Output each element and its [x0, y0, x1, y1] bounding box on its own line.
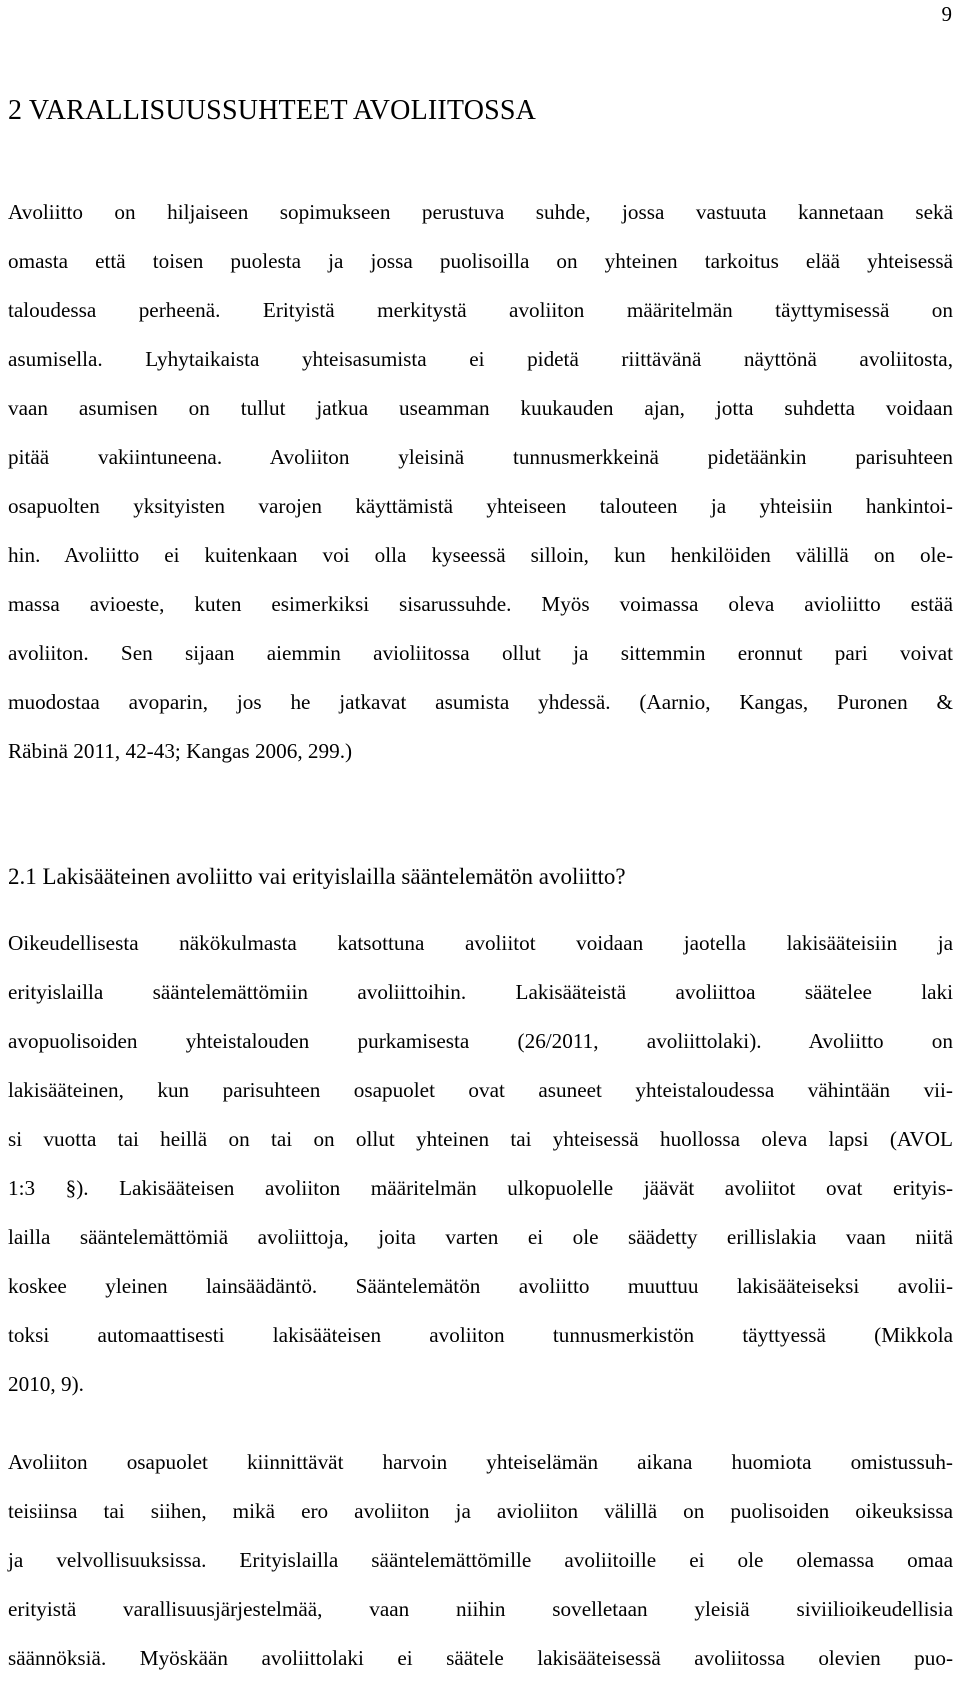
- text-line: säännöksiä. Myöskään avoliittolaki ei säätele lakisääteisessä avoliitossa olevien puo-: [8, 1646, 953, 1670]
- text-line: lakisääteinen, kun parisuhteen osapuolet ovat asuneet yhteistaloudessa vähintään vii-: [8, 1078, 953, 1102]
- paragraph-1: [8, 188, 953, 776]
- text-line: vaan asumisen on tullut jatkua useamman kuukauden ajan, jotta suhdetta voidaan: [8, 396, 953, 420]
- text-line: hin. Avoliitto ei kuitenkaan voi olla kyseessä silloin, kun henkilöiden välillä on ole-: [8, 543, 953, 567]
- section-heading: 2.1 Lakisääteinen avoliitto vai erityislailla sääntelemätön avoliitto?: [8, 864, 626, 889]
- text-line: 1:3 §). Lakisääteisen avoliiton määritelmän ulkopuolelle jäävät avoliitot ovat erityis-: [8, 1176, 953, 1200]
- text-line: koskee yleinen lainsäädäntö. Sääntelemätön avoliitto muuttuu lakisääteiseksi avolii-: [8, 1274, 953, 1298]
- text-line: si vuotta tai heillä on tai on ollut yhteinen tai yhteisessä huollossa oleva lapsi (AVOL: [8, 1127, 953, 1151]
- text-line: Oikeudellisesta näkökulmasta katsottuna avoliitot voidaan jaotella lakisääteisiin ja: [8, 931, 953, 955]
- text-line: Räbinä 2011, 42-43; Kangas 2006, 299.): [8, 739, 353, 763]
- text-line: asumisella. Lyhytaikaista yhteisasumista ei pidetä riittävänä näyttönä avoliitosta,: [8, 347, 953, 371]
- text-line: erityislailla sääntelemättömiin avoliittoihin. Lakisääteistä avoliittoa säätelee laki: [8, 980, 953, 1004]
- text-line: taloudessa perheenä. Erityistä merkitystä avoliiton määritelmän täyttymisessä on: [8, 298, 953, 322]
- chapter-heading: 2 VARALLISUUSSUHTEET AVOLIITOSSA: [8, 95, 537, 126]
- text-line: ja velvollisuuksissa. Erityislailla sääntelemättömille avoliitoille ei ole olemassa omaa: [8, 1548, 953, 1572]
- paragraph-2: [8, 919, 953, 1409]
- text-line: teisiinsa tai siihen, mikä ero avoliiton ja avioliiton välillä on puolisoiden oikeuksissa: [8, 1499, 953, 1523]
- text-line: Avoliitto on hiljaiseen sopimukseen perustuva suhde, jossa vastuuta kannetaan sekä: [8, 200, 953, 224]
- paragraph-3: [8, 1438, 953, 1683]
- text-line: toksi automaattisesti lakisääteisen avoliiton tunnusmerkistön täyttyessä (Mikkola: [8, 1323, 953, 1347]
- text-line: pitää vakiintuneena. Avoliiton yleisinä tunnusmerkkeinä pidetäänkin parisuhteen: [8, 445, 953, 469]
- text-line: muodostaa avoparin, jos he jatkavat asumista yhdessä. (Aarnio, Kangas, Puronen &: [8, 690, 953, 714]
- text-line: 2010, 9).: [8, 1372, 84, 1396]
- text-line: osapuolten yksityisten varojen käyttämistä yhteiseen talouteen ja yhteisiin hankintoi-: [8, 494, 953, 518]
- text-line: omasta että toisen puolesta ja jossa puolisoilla on yhteinen tarkoitus elää yhteisessä: [8, 249, 953, 273]
- page-number: 9: [941, 2, 952, 26]
- text-line: avopuolisoiden yhteistalouden purkamisesta (26/2011, avoliittolaki). Avoliitto on: [8, 1029, 953, 1053]
- text-line: Avoliiton osapuolet kiinnittävät harvoin yhteiselämän aikana huomiota omistussuh-: [8, 1450, 953, 1474]
- text-line: massa avioeste, kuten esimerkiksi sisarussuhde. Myös voimassa oleva avioliitto estää: [8, 592, 953, 616]
- text-line: erityistä varallisuusjärjestelmää, vaan niihin sovelletaan yleisiä siviilioikeudellisia: [8, 1597, 953, 1621]
- text-line: avoliiton. Sen sijaan aiemmin avioliitossa ollut ja sittemmin eronnut pari voivat: [8, 641, 953, 665]
- text-line: lailla sääntelemättömiä avoliittoja, joita varten ei ole säädetty erillislakia vaan niitä: [8, 1225, 953, 1249]
